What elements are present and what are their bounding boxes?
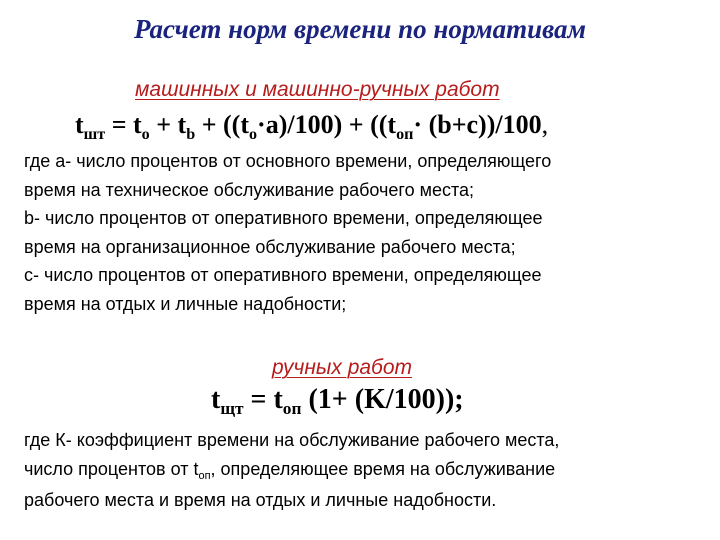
formula-token: + ((t (195, 110, 249, 139)
section-heading-manual-work: ручных работ (272, 356, 413, 379)
definition-line: b- число процентов от оперативного времени, определяющее (24, 208, 543, 228)
formula-token: · (b+c))/100 (413, 110, 542, 139)
definition-line: с- число процентов от оперативного времени, определяющее (24, 265, 542, 285)
formula-token: = t (105, 110, 142, 139)
definition-line: где а- число процентов от основного времени, определяющего (24, 151, 552, 171)
formula-machine-work (75, 110, 549, 143)
definition-line: время на отдых и личные надобности; (24, 293, 347, 314)
formula-subscript: щт (220, 399, 244, 419)
formula-subscript: оп (396, 125, 414, 143)
formula-subscript: шт (83, 125, 106, 143)
definitions-machine-work (24, 147, 694, 318)
definition-line: где К- коэффициент времени на обслуживание рабочего места, (24, 430, 560, 450)
formula-token: t (211, 384, 221, 415)
formula-manual-work (211, 384, 464, 419)
formula-token: = t (243, 384, 283, 415)
slide-title: Расчет норм времени по нормативам (134, 14, 586, 44)
formula-token: t (75, 110, 84, 139)
definition-line: время на техническое обслуживание рабочего места; (24, 179, 475, 200)
formula-token: , (541, 110, 549, 139)
formula-subscript: o (141, 125, 150, 143)
formula-token: (1+ (K/100)); (301, 384, 464, 415)
definition-subscript: оп (198, 469, 211, 482)
formula-token: + t (149, 110, 187, 139)
formula-token: ·a)/100) + ((t (257, 110, 397, 139)
formula-subscript: оп (282, 399, 302, 419)
formula-subscript: o (248, 125, 258, 143)
definition-line: время на организационное обслуживание рабочего места; (24, 236, 516, 257)
definition-text: , определяющее время на обслуживание (210, 458, 556, 479)
formula-subscript: b (186, 125, 196, 143)
definition-line (24, 455, 694, 487)
section-heading-machine-work: машинных и машинно-ручных работ (135, 78, 500, 101)
definition-text: число процентов от t (24, 458, 199, 479)
definitions-manual-work (24, 426, 694, 515)
definition-line: рабочего места и время на отдых и личные надобности. (24, 490, 497, 510)
